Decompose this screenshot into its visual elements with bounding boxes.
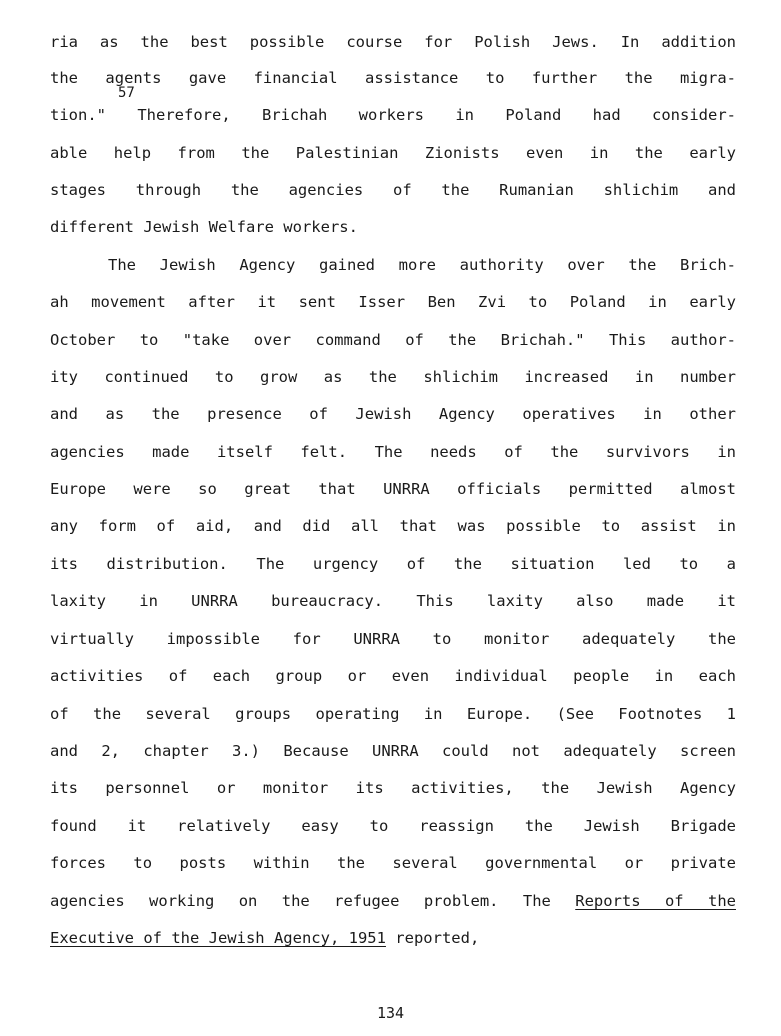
text-line: ria as the best possible course for Polish Jews. In addition xyxy=(50,33,736,51)
underlined-title: Reports of the xyxy=(575,892,736,910)
text-line: virtually impossible for UNRRA to monitor adequately the xyxy=(50,630,736,648)
text-segment: agencies working on the refugee problem. The xyxy=(50,892,551,910)
text-line: ah movement after it sent Isser Ben Zvi to Poland in early xyxy=(50,293,736,311)
text-line: activities of each group or even individual people in each xyxy=(50,667,736,685)
text-line: any form of aid, and did all that was possible to assist in xyxy=(50,517,736,535)
text-line: stages through the agencies of the Rumanian shlichim and xyxy=(50,181,736,199)
text-line-with-title xyxy=(50,891,736,911)
text-line: its personnel or monitor its activities, the Jewish Agency xyxy=(50,779,736,797)
text-line: and as the presence of Jewish Agency operatives in other xyxy=(50,405,736,423)
text-line: agencies made itself felt. The needs of the survivors in xyxy=(50,443,736,461)
text-line: different Jewish Welfare workers. xyxy=(50,218,358,236)
text-line: and 2, chapter 3.) Because UNRRA could not adequately screen xyxy=(50,742,736,760)
paragraph-start-line: The Jewish Agency gained more authority over the Brich- xyxy=(108,256,736,274)
text-line: forces to posts within the several governmental or private xyxy=(50,854,736,872)
text-line: the agents gave financial assistance to further the migra- xyxy=(50,69,736,87)
text-line: found it relatively easy to reassign the Jewish Brigade xyxy=(50,817,736,835)
text-line: able help from the Palestinian Zionists even in the early xyxy=(50,144,736,162)
underlined-title: Executive of the Jewish Agency, 1951 xyxy=(50,929,386,947)
text-line-with-title xyxy=(50,928,736,948)
text-line: laxity in UNRRA bureaucracy. This laxity also made it xyxy=(50,592,736,610)
text-line: October to "take over command of the Brichah." This author- xyxy=(50,331,736,349)
page-number: 134 xyxy=(376,1004,405,1022)
text-line: of the several groups operating in Europe. (See Footnotes 1 xyxy=(50,705,736,723)
text-line: tion." Therefore, Brichah workers in Poland had consider- xyxy=(50,106,736,124)
text-line: its distribution. The urgency of the situation led to a xyxy=(50,555,736,573)
text-line: Europe were so great that UNRRA officials permitted almost xyxy=(50,480,736,498)
footnote-reference: 57 xyxy=(118,85,135,101)
text-segment: reported, xyxy=(385,929,480,947)
text-line: ity continued to grow as the shlichim increased in number xyxy=(50,368,736,386)
